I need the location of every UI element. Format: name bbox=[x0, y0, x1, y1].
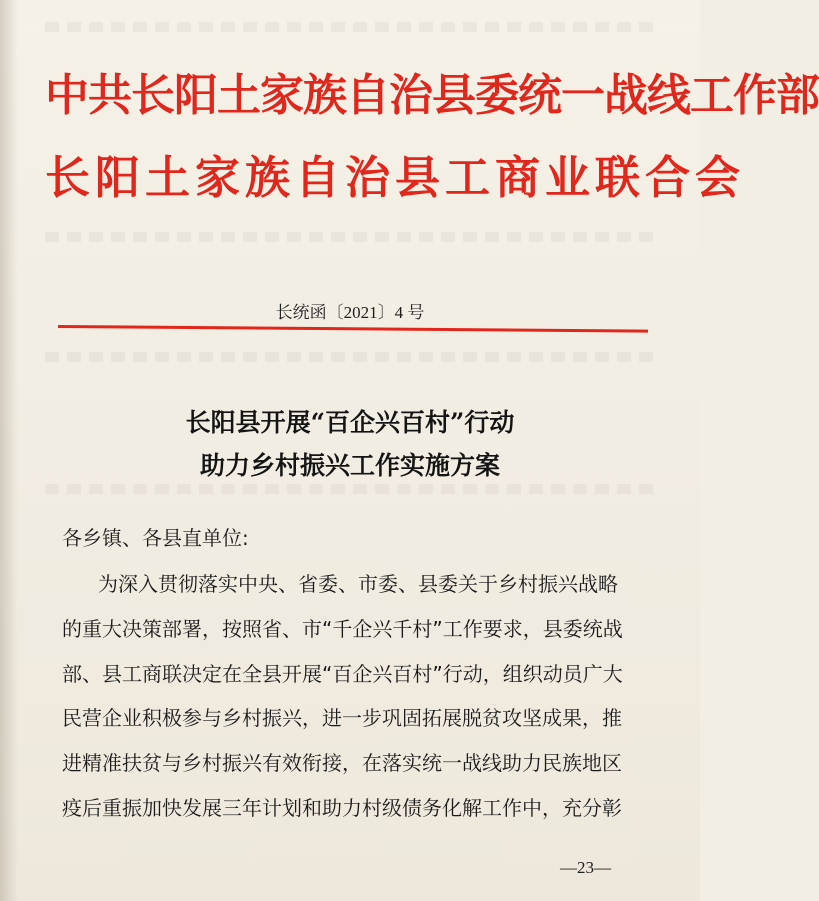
body-text-line: 民营企业积极参与乡村振兴，进一步巩固拓展脱贫攻坚成果，推 bbox=[62, 706, 622, 730]
issuing-org-line-1: 中共长阳土家族自治县委统一战线工作部 bbox=[45, 70, 819, 121]
document-title-line-1: 长阳县开展“百企兴百村”行动 bbox=[185, 408, 515, 437]
body-text-line: 进精准扶贫与乡村振兴有效衔接，在落实统一战线助力民族地区 bbox=[62, 751, 622, 775]
red-divider-line bbox=[58, 325, 648, 333]
body-text-line: 的重大决策部署，按照省、市“千企兴千村”工作要求，县委统战 bbox=[62, 617, 623, 641]
document-title-line-2: 助力乡村振兴工作实施方案 bbox=[199, 451, 500, 480]
show-through-mark bbox=[45, 22, 655, 32]
page-number: —23— bbox=[560, 858, 611, 877]
body-text-line: 疫后重振加快发展三年计划和助力村级债务化解工作中，充分彰 bbox=[62, 796, 622, 820]
show-through-mark bbox=[45, 484, 655, 494]
document-number: 长统函〔2021〕4 号 bbox=[275, 303, 425, 322]
show-through-mark bbox=[45, 352, 655, 362]
issuing-org-line-2: 长阳土家族自治县工商业联合会 bbox=[45, 151, 746, 204]
salutation: 各乡镇、各县直单位: bbox=[62, 526, 249, 550]
show-through-mark bbox=[45, 232, 655, 242]
body-text-line: 部、县工商联决定在全县开展“百企兴百村”行动，组织动员广大 bbox=[62, 662, 623, 686]
body-text-line: 为深入贯彻落实中央、省委、市委、县委关于乡村振兴战略 bbox=[98, 572, 618, 596]
